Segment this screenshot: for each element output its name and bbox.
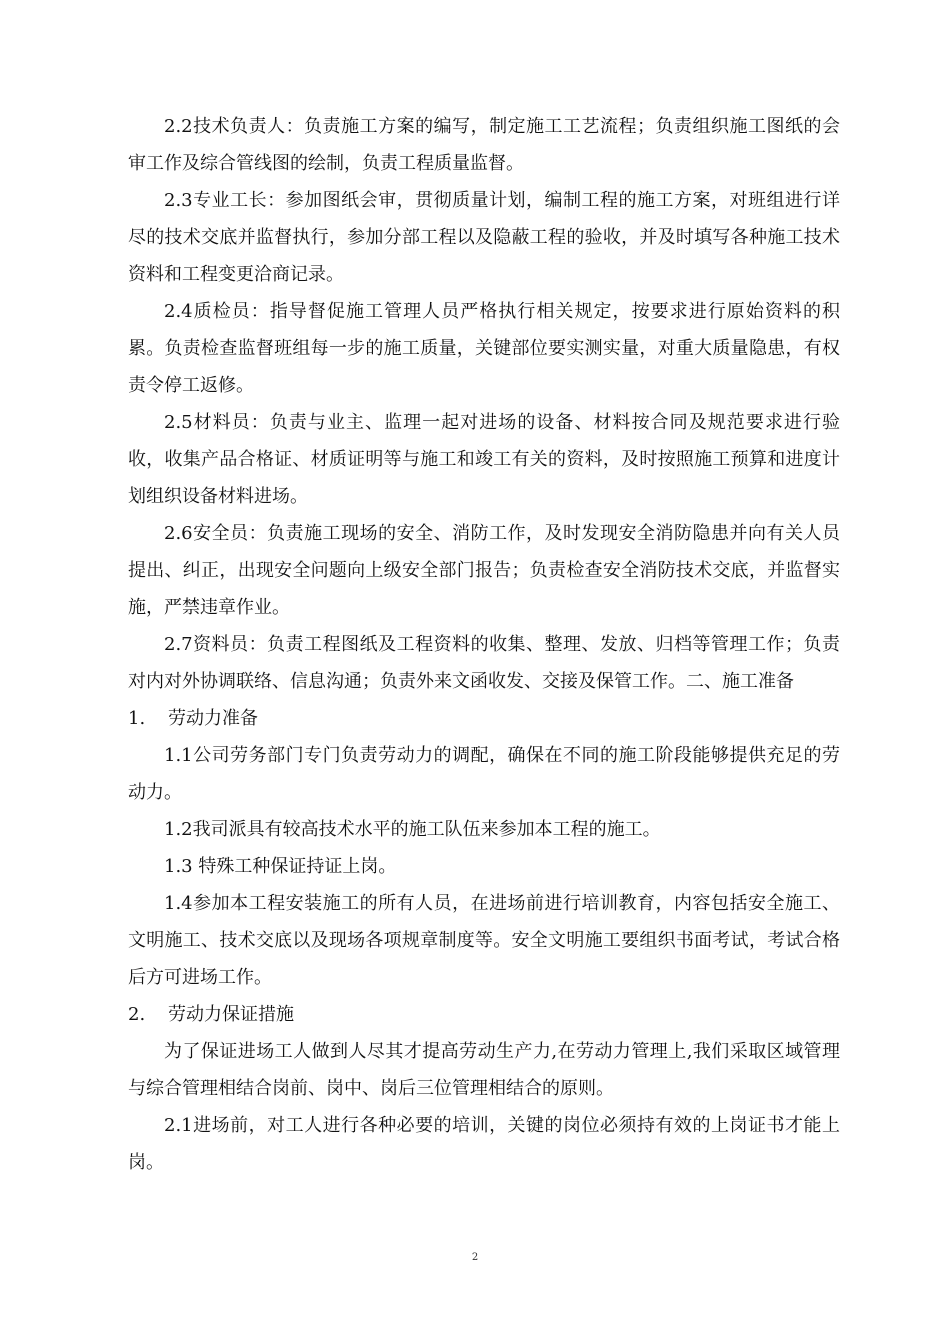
section-number: 1. (128, 708, 146, 729)
paragraph-management-principle: 为了保证进场工人做到人尽其才提高劳动生产力,在劳动力管理上,我们采取区域管理与综合管理相结合岗前、岗中、岗后三位管理相结合的原则。 (128, 1041, 840, 1099)
paragraph-technical-lead: 2.2技术负责人：负责施工方案的编写，制定施工工艺流程；负责组织施工图纸的会审工作及综合管线图的绘制，负责工程质量监督。 (128, 116, 840, 174)
paragraph-pre-entry-training: 2.1进场前，对工人进行各种必要的培训，关键的岗位必须持有效的上岗证书才能上岗。 (128, 1115, 840, 1173)
paragraph-certified-workers: 1.3 特殊工种保证持证上岗。 (164, 856, 397, 877)
paragraph-quality-inspector: 2.4质检员：指导督促施工管理人员严格执行相关规定，按要求进行原始资料的积累。负责检查监督班组每一步的施工质量，关键部位要实测实量，对重大质量隐患，有权责令停工返修。 (128, 301, 840, 396)
page-number: 2 (471, 1252, 479, 1263)
section-title: 劳动力保证措施 (168, 1004, 294, 1025)
section-heading-labor-guarantee (128, 996, 840, 1033)
paragraph-foreman: 2.3专业工长：参加图纸会审，贯彻质量计划，编制工程的施工方案，对班组进行详尽的技术交底并监督执行，参加分部工程以及隐蔽工程的验收，并及时填写各种施工技术资料和工程变更洽商记录。 (128, 190, 840, 285)
paragraph-labor-allocation: 1.1公司劳务部门专门负责劳动力的调配，确保在不同的施工阶段能够提供充足的劳动力。 (128, 745, 840, 803)
section-number: 2. (128, 1004, 146, 1025)
document-body (128, 108, 840, 1181)
paragraph-safety-officer: 2.6安全员：负责施工现场的安全、消防工作，及时发现安全消防隐患并向有关人员提出、纠正，出现安全问题向上级安全部门报告；负责检查安全消防技术交底，并监督实施，严禁违章作业。 (128, 523, 840, 618)
paragraph-material-officer: 2.5材料员：负责与业主、监理一起对进场的设备、材料按合同及规范要求进行验收，收集产品合格证、材质证明等与施工和竣工有关的资料，及时按照施工预算和进度计划组织设备材料进场。 (128, 412, 840, 507)
paragraph-skilled-team: 1.2我司派具有较高技术水平的施工队伍来参加本工程的施工。 (164, 819, 661, 840)
paragraph-document-officer: 2.7资料员：负责工程图纸及工程资料的收集、整理、发放、归档等管理工作；负责对内对外协调联络、信息沟通；负责外来文函收发、交接及保管工作。二、施工准备 (128, 634, 840, 692)
section-title: 劳动力准备 (168, 708, 258, 729)
section-heading-labor-preparation (128, 700, 840, 737)
paragraph-training: 1.4参加本工程安装施工的所有人员，在进场前进行培训教育，内容包括安全施工、文明施工、技术交底以及现场各项规章制度等。安全文明施工要组织书面考试，考试合格后方可进场工作。 (128, 893, 840, 988)
